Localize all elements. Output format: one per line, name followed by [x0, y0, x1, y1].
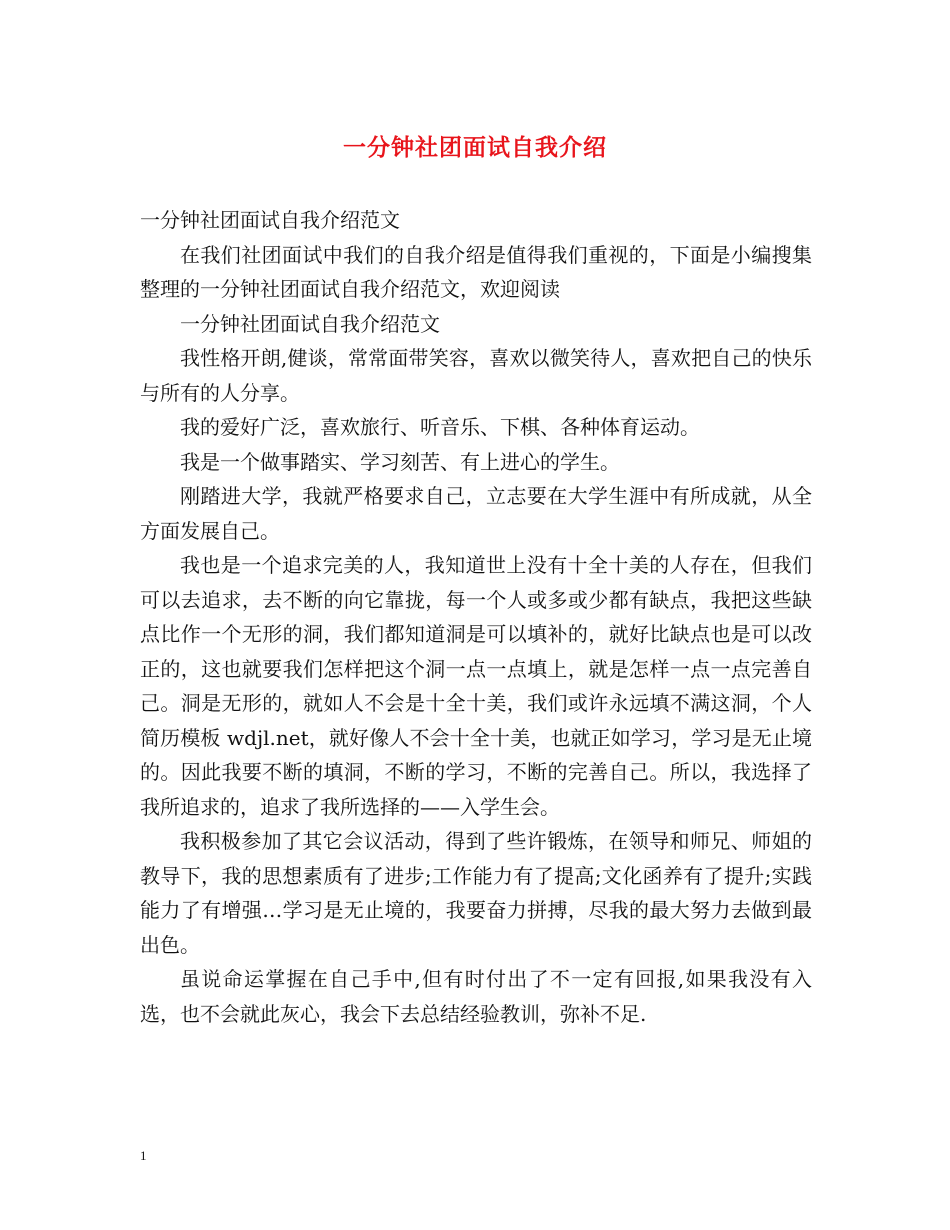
body-paragraph: 虽说命运掌握在自己手中,但有时付出了不一定有回报,如果我没有入选，也不会就此灰心，我会下去总结经验教训，弥补不足. [140, 967, 812, 1026]
body-paragraph-subtitle: 一分钟社团面试自我介绍范文 [140, 208, 400, 232]
body-paragraph: 在我们社团面试中我们的自我介绍是值得我们重视的，下面是小编搜集整理的一分钟社团面试自我介绍范文，欢迎阅读 [140, 242, 812, 301]
page-number: 1 [140, 1148, 147, 1163]
body-paragraph: 一分钟社团面试自我介绍范文 [180, 311, 440, 336]
document-title: 一分钟社团面试自我介绍 [343, 135, 607, 161]
body-paragraph: 我性格开朗,健谈，常常面带笑容，喜欢以微笑待人，喜欢把自己的快乐与所有的人分享。 [140, 346, 812, 405]
body-paragraph: 我的爱好广泛，喜欢旅行、听音乐、下棋、各种体育运动。 [180, 415, 700, 439]
body-paragraph: 我是一个做事踏实、学习刻苦、有上进心的学生。 [180, 449, 620, 474]
document-body [140, 203, 812, 1031]
body-paragraph: 我积极参加了其它会议活动，得到了些许锻炼，在领导和师兄、师姐的教导下，我的思想素质有了进步;工作能力有了提高;文化函养有了提升;实践能力了有增强…学习是无止境的，我要奋力拼搏，尽我的最大努力去做到最出色。 [140, 829, 812, 957]
body-paragraph: 刚踏进大学，我就严格要求自己，立志要在大学生涯中有所成就，从全方面发展自己。 [140, 484, 812, 543]
body-paragraph: 我也是一个追求完美的人，我知道世上没有十全十美的人存在，但我们可以去追求，去不断的向它靠拢，每一个人或多或少都有缺点，我把这些缺点比作一个无形的洞，我们都知道洞是可以填补的，就好比缺点也是可以改正的，这也就要我们怎样把这个洞一点一点填上，就是怎样一点一点完善自己。洞是无形的，就如人不会是十全十美，我们或许永远填不满这洞，个人简历模板 wdjl.net，就好像人不会十全十美，也就正如学习，学习是无止境的。因此我要不断的填洞，不断的学习，不断的完善自己。所以，我选择了我所追求的，追求了我所选择的——入学生会。 [140, 553, 812, 819]
